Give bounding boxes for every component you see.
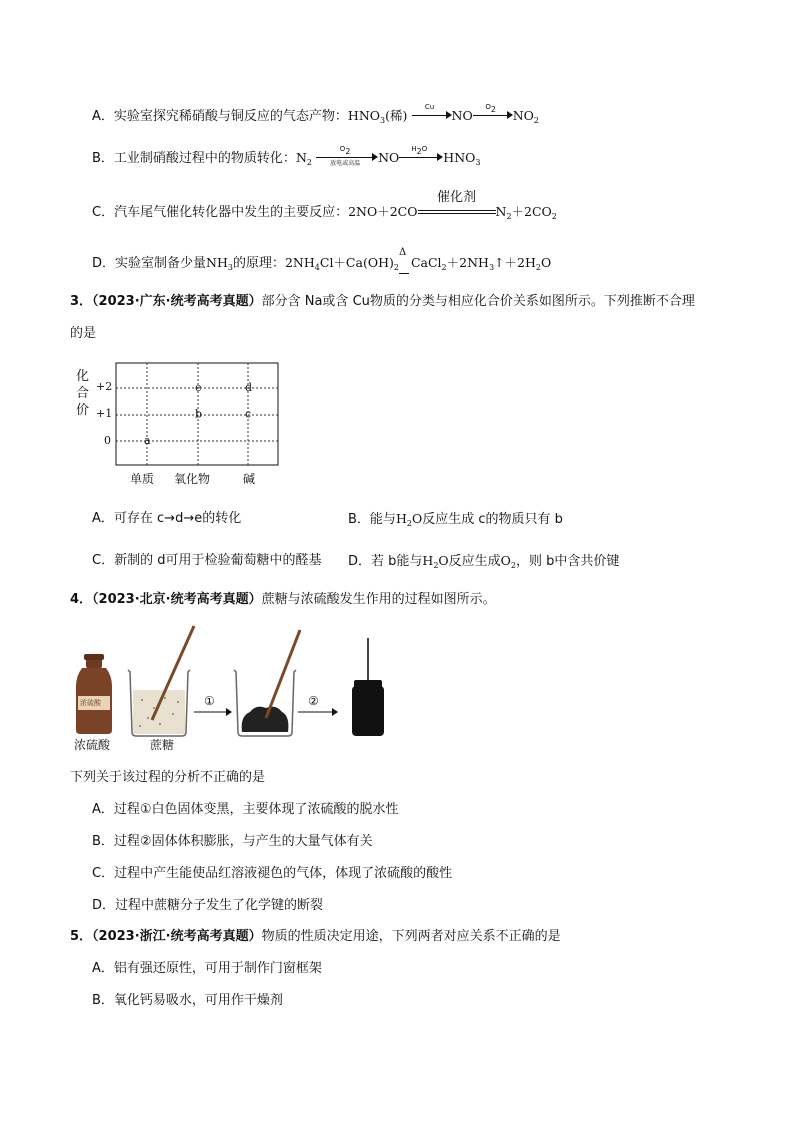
- step-1-label: ①: [204, 694, 215, 708]
- reaction-arrow: $H_2O$: [399, 148, 443, 164]
- q5-option-a: A．铝有强还原性，可用于制作门窗框架: [92, 961, 322, 976]
- y-tick-plus2: +2: [96, 380, 113, 393]
- y-tick-plus1: +1: [96, 407, 113, 420]
- q5-option-b: B．氧化钙易吸水，可用作干燥剂: [92, 993, 283, 1008]
- q3-option-c: C．新制的 d可用于检验葡萄糖中的醛基: [92, 553, 322, 568]
- q2-option-b: B．工业制硝酸过程中的物质转化：$N_2$ $O_2$ 放电或高温 NO $H_2O$ $HNO_3$: [92, 145, 481, 167]
- acid-label: 浓硫酸: [74, 738, 111, 752]
- q3-option-b: B．能与$H_2O$反应生成 c的物质只有 b: [348, 511, 563, 528]
- sugar-label: 蔗糖: [150, 738, 175, 752]
- reaction-arrow: $O_2$ 放电或高温: [316, 148, 378, 164]
- bottle-label: 浓硫酸: [80, 699, 101, 707]
- q3-option-d: D．若 b能与$H_2O$反应生成$O_2$，则 b中含共价键: [348, 553, 620, 570]
- step-arrow-1: [194, 708, 232, 716]
- equilibrium-sign: 催化剂: [418, 200, 496, 220]
- experiment-svg: [70, 620, 400, 755]
- q2-option-a: A．实验室探究稀硝酸与铜反应的气态产物：$HNO_3$(稀) Cu NO $O_2$ $NO_2$: [92, 103, 539, 125]
- chart-point-a: a: [144, 434, 151, 447]
- heating-sign: Δ: [399, 253, 411, 274]
- y-tick-zero: 0: [104, 434, 111, 447]
- q3-stem: 3．（2023·广东·统考高考真题）部分含 Na或含 Cu物质的分类与相应化合价关系如图所示。下列推断不合理: [70, 294, 695, 309]
- chart-point-c: c: [245, 407, 252, 421]
- q4-option-b: B．过程②固体体积膨胀，与产生的大量气体有关: [92, 834, 373, 849]
- q4-stem: 4．（2023·北京·统考高考真题）蔗糖与浓硫酸发生作用的过程如图所示。: [70, 592, 496, 607]
- reaction-arrow: Cu: [412, 106, 452, 122]
- q4-option-d: D．过程中蔗糖分子发生了化学键的断裂: [92, 898, 324, 913]
- q2-option-c: C．汽车尾气催化转化器中发生的主要反应：2NO＋2CO 催化剂 $N_2+2CO_2$: [92, 190, 557, 221]
- step-arrow-2: [298, 708, 338, 716]
- q3-stem-cont: 的是: [70, 326, 97, 341]
- q2-option-d: D．实验室制备少量$NH_3$的原理：$2NH_4Cl+Ca(OH)_2$ Δ $CaCl_2+2NH_3↑+2H_2O$: [92, 247, 552, 272]
- q5-stem: 5．（2023·浙江·统考高考真题）物质的性质决定用途，下列两者对应关系不正确的是: [70, 929, 561, 944]
- option-letter: A．: [92, 109, 114, 124]
- beaker-carbon-icon: [234, 630, 300, 736]
- q4-option-a: A．过程①白色固体变黑，主要体现了浓硫酸的脱水性: [92, 802, 399, 817]
- valence-chart: [72, 360, 292, 490]
- q4-option-c: C．过程中产生能使品红溶液褪色的气体，体现了浓硫酸的酸性: [92, 866, 453, 881]
- reaction-arrow: $O_2$: [473, 106, 513, 122]
- chart-point-b: b: [195, 407, 203, 421]
- acid-bottle-icon: [76, 654, 112, 734]
- beaker-sugar-icon: [128, 626, 194, 736]
- chart-point-d: d: [245, 381, 253, 394]
- x-tick-simple: 单质: [130, 472, 155, 486]
- x-tick-base: 碱: [243, 472, 256, 486]
- y-axis-title: 化 合 价: [76, 369, 90, 418]
- step-2-label: ②: [308, 694, 319, 708]
- x-tick-oxide: 氧化物: [174, 472, 211, 486]
- q4-lead: 下列关于该过程的分析不正确的是: [70, 770, 266, 785]
- q3-option-a: A．可存在 c→d→e的转化: [92, 511, 242, 526]
- expanded-carbon-icon: [352, 638, 384, 736]
- experiment-figure: [70, 620, 400, 755]
- chart-point-e: e: [195, 381, 202, 394]
